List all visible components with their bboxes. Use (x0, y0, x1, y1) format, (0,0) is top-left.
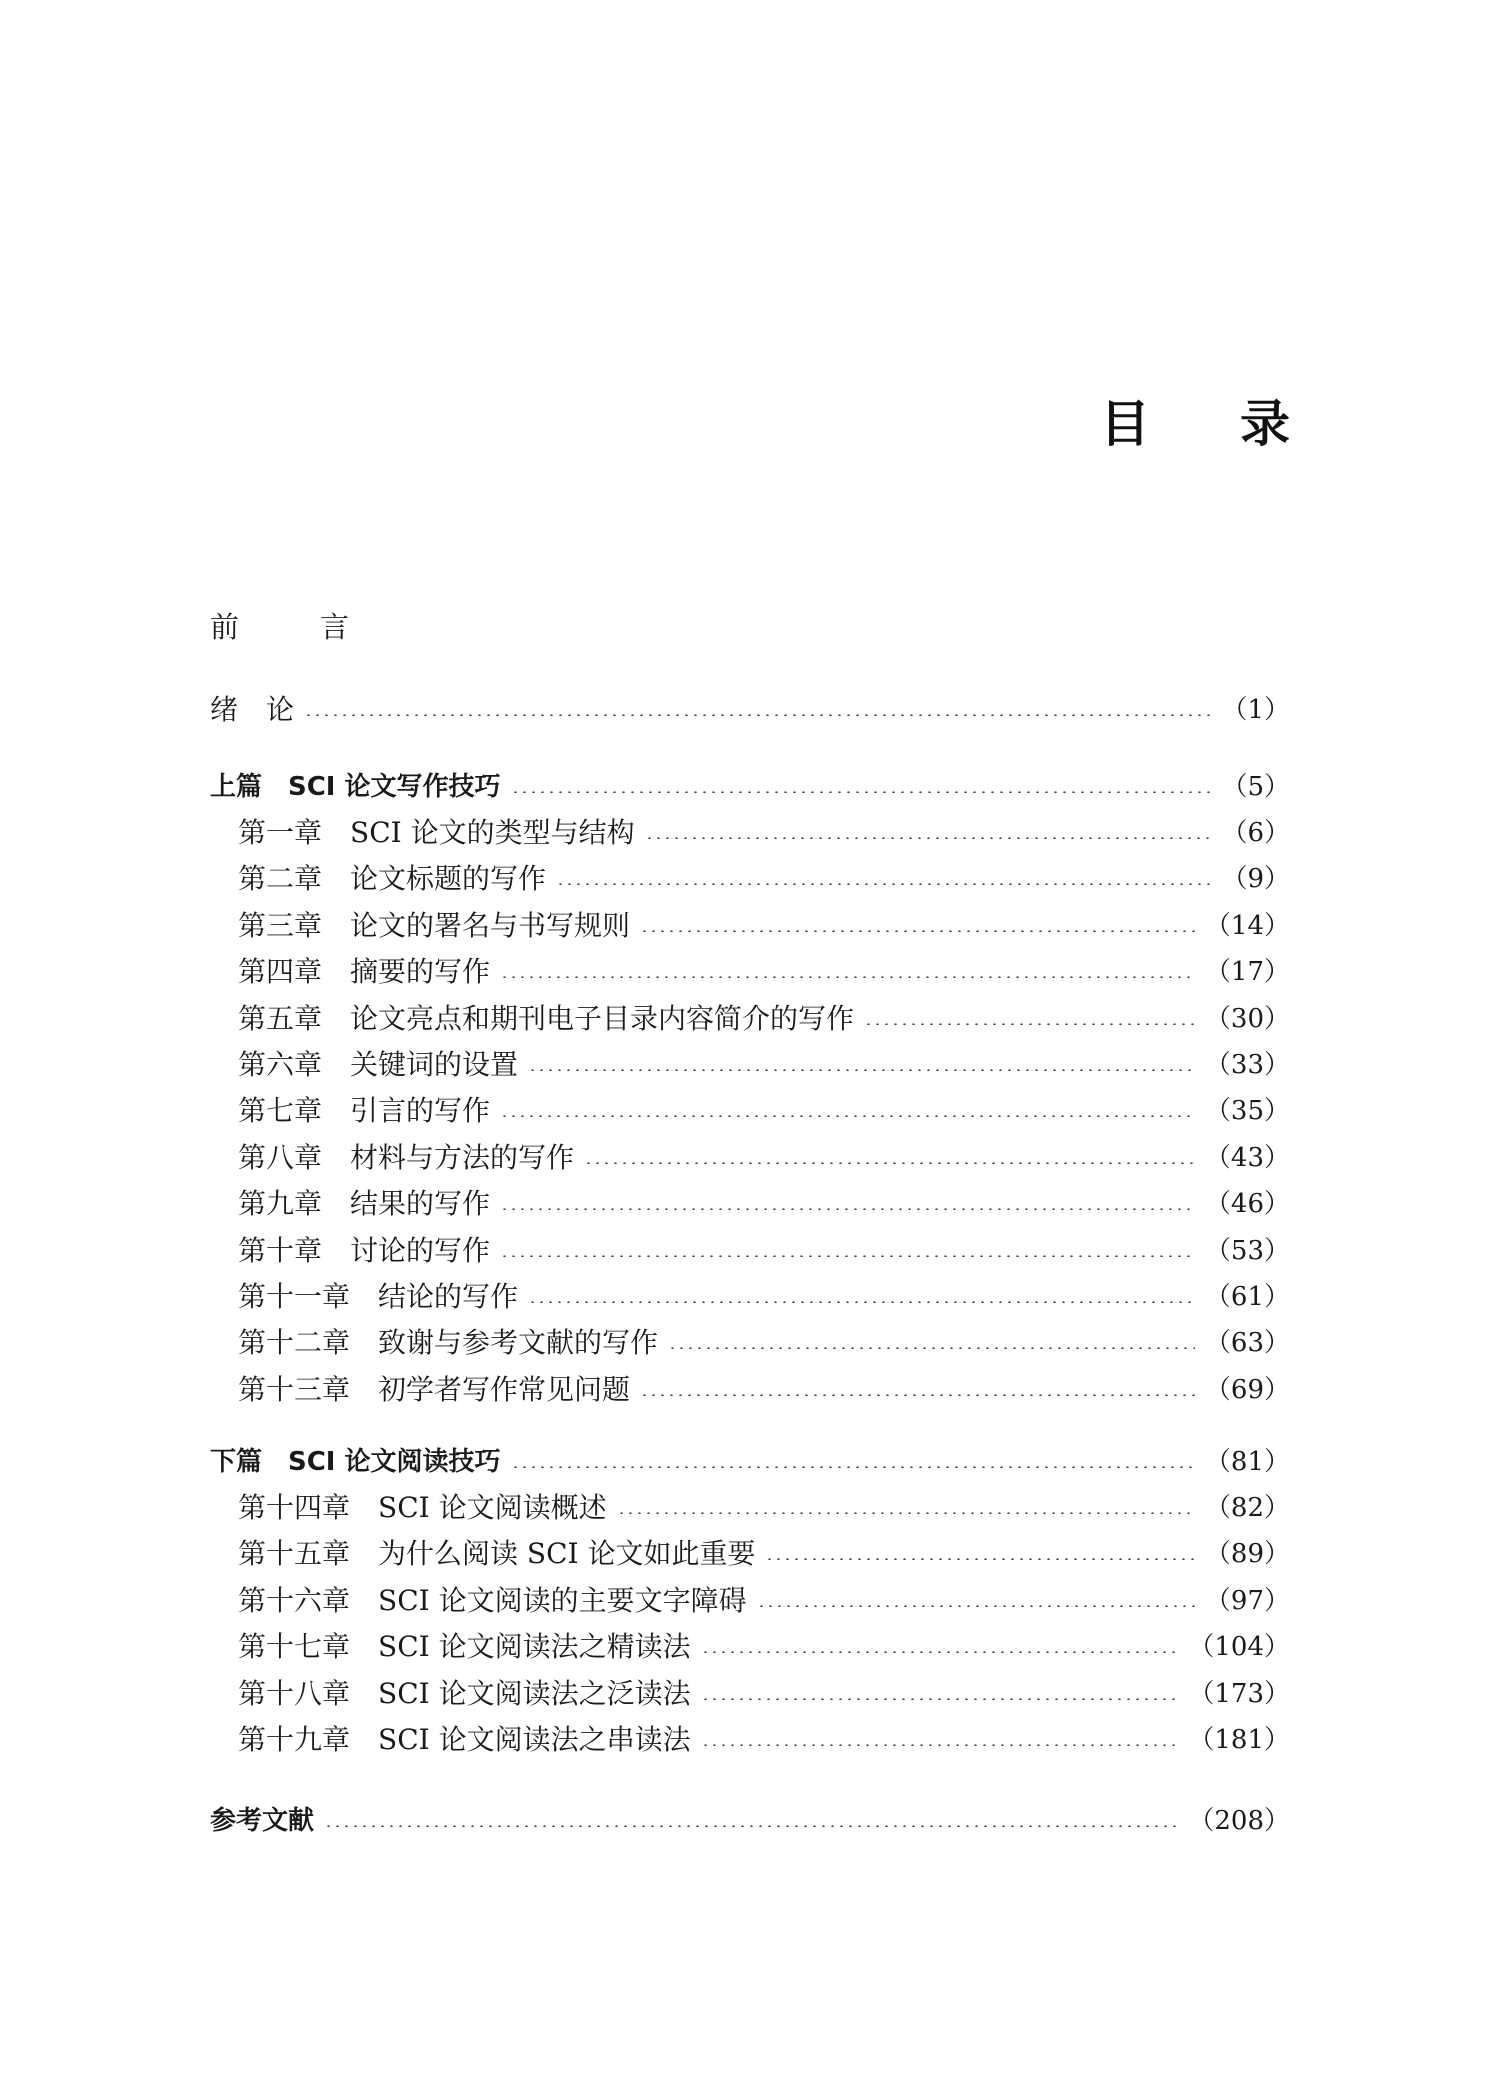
toc-page-number: （33） (1204, 1050, 1290, 1080)
dot-leader (500, 1255, 1195, 1257)
chapter-title: 初学者写作常见问题 (378, 1372, 631, 1406)
toc-entry-chapter[interactable] (238, 1045, 1290, 1085)
chapter-title: 摘要的写作 (350, 955, 491, 989)
toc-entry-part-1[interactable] (210, 767, 1290, 807)
toc-page-number: （61） (1204, 1282, 1290, 1312)
toc-page-number: （46） (1204, 1189, 1290, 1220)
chapter-title: 讨论的写作 (350, 1233, 491, 1267)
dot-leader (500, 976, 1195, 978)
toc-page-number: （69） (1204, 1374, 1290, 1405)
chapter-number: 第二章 (238, 862, 323, 896)
chapter-title: 为什么阅读 SCI 论文如此重要 (378, 1537, 756, 1571)
chapter-title: 关键词的设置 (350, 1048, 519, 1081)
toc-page-number: （97） (1204, 1585, 1290, 1616)
dot-leader (765, 1558, 1194, 1560)
toc-page-number: （6） (1221, 818, 1290, 848)
toc-entry-chapter[interactable] (238, 1674, 1290, 1714)
toc-entry-chapter[interactable] (238, 906, 1290, 946)
toc-page-number: （30） (1204, 1003, 1290, 1034)
toc-entry-chapter[interactable] (238, 1091, 1290, 1131)
toc-page-number: （35） (1204, 1096, 1290, 1127)
toc-entry-chapter[interactable] (238, 1720, 1290, 1760)
toc-page-number: （208） (1188, 1806, 1290, 1836)
toc-entry-label: 绪 论 (210, 693, 295, 726)
toc-page-number: （173） (1188, 1678, 1290, 1709)
chapter-number: 第三章 (238, 908, 323, 942)
chapter-title: SCI 论文阅读概述 (378, 1491, 607, 1524)
dot-leader (511, 791, 1212, 793)
toc-page-number: （89） (1204, 1539, 1290, 1570)
toc-page-number: （14） (1204, 910, 1290, 941)
dot-leader (304, 714, 1211, 716)
dot-leader (701, 1744, 1179, 1746)
dot-leader (701, 1698, 1179, 1700)
dot-leader (668, 1347, 1195, 1349)
chapter-number: 第十五章 (238, 1537, 351, 1571)
toc-entry-chapter[interactable] (238, 1277, 1290, 1317)
toc-entry-part-2[interactable] (210, 1442, 1290, 1482)
toc-page-number: （63） (1204, 1328, 1290, 1359)
toc-entry-chapter[interactable] (238, 1323, 1290, 1363)
chapter-number: 第十一章 (238, 1280, 351, 1313)
dot-leader (324, 1825, 1178, 1827)
toc-page-number: （9） (1221, 864, 1290, 895)
toc-entry-chapter[interactable] (238, 1534, 1290, 1574)
chapter-number: 第十四章 (238, 1491, 351, 1524)
chapter-number: 第十三章 (238, 1372, 351, 1406)
page-title (1100, 385, 1290, 455)
chapter-number: 第十八章 (238, 1676, 351, 1710)
toc-entry-chapter[interactable] (238, 952, 1290, 992)
chapter-number: 第六章 (238, 1048, 323, 1081)
chapter-number: 第十二章 (238, 1326, 351, 1360)
chapter-title: SCI 论文阅读法之精读法 (378, 1630, 691, 1664)
chapter-title: SCI 论文的类型与结构 (350, 816, 635, 849)
toc-page-number: （104） (1188, 1632, 1290, 1663)
page-title-char-1: 目 (1100, 395, 1150, 453)
toc-entry-chapter[interactable] (238, 1370, 1290, 1410)
chapter-title: 材料与方法的写作 (350, 1140, 575, 1174)
dot-leader (864, 1023, 1195, 1025)
toc-entry-chapter[interactable] (238, 1231, 1290, 1271)
toc-entry-chapter[interactable] (238, 1138, 1290, 1178)
toc-entry-chapter[interactable] (238, 1627, 1290, 1667)
chapter-title: 论文的署名与书写规则 (350, 908, 631, 942)
dot-leader (511, 1466, 1195, 1468)
toc-page-number: （81） (1204, 1447, 1290, 1477)
chapter-title: 论文亮点和期刊电子目录内容简介的写作 (350, 1001, 855, 1035)
dot-leader (640, 930, 1195, 932)
chapter-title: 引言的写作 (350, 1094, 491, 1128)
chapter-title: 结论的写作 (378, 1280, 519, 1313)
dot-leader (640, 1394, 1195, 1396)
toc-entry-references[interactable] (210, 1801, 1290, 1841)
dot-leader (528, 1301, 1195, 1303)
dot-leader (584, 1162, 1195, 1164)
toc-entry-chapter[interactable] (238, 1581, 1290, 1621)
chapter-title: 结果的写作 (350, 1187, 491, 1221)
chapter-title: SCI 论文阅读法之泛读法 (378, 1676, 691, 1710)
toc-entry-chapter[interactable] (238, 1184, 1290, 1224)
dot-leader (500, 1115, 1195, 1117)
dot-leader (645, 837, 1212, 839)
toc-part-label: 上篇 SCI 论文写作技巧 (210, 772, 501, 802)
chapter-number: 第十章 (238, 1233, 323, 1267)
page-title-char-2: 录 (1240, 395, 1290, 453)
chapter-number: 第五章 (238, 1001, 323, 1035)
chapter-number: 第十七章 (238, 1630, 351, 1664)
toc-entry-intro[interactable] (210, 690, 1290, 730)
chapter-title: SCI 论文阅读法之串读法 (378, 1723, 691, 1756)
dot-leader (757, 1605, 1195, 1607)
toc-entry-chapter[interactable] (238, 813, 1290, 853)
chapter-title: 致谢与参考文献的写作 (378, 1326, 659, 1360)
chapter-number: 第八章 (238, 1140, 323, 1174)
toc-page-number: （181） (1188, 1725, 1290, 1755)
toc-page-number: （17） (1204, 957, 1290, 988)
chapter-title: 论文标题的写作 (350, 862, 547, 896)
toc-page-number: （43） (1204, 1142, 1290, 1173)
toc-page-number: （1） (1221, 695, 1290, 725)
chapter-number: 第九章 (238, 1187, 323, 1221)
toc-page-number: （53） (1204, 1235, 1290, 1266)
chapter-number: 第十六章 (238, 1583, 351, 1617)
toc-part-label: 下篇 SCI 论文阅读技巧 (210, 1447, 501, 1477)
dot-leader (701, 1651, 1179, 1653)
dot-leader (528, 1069, 1195, 1071)
chapter-number: 第四章 (238, 955, 323, 989)
toc-entry-chapter[interactable] (238, 999, 1290, 1039)
chapter-number: 第七章 (238, 1094, 323, 1128)
toc-references-label: 参考文献 (210, 1806, 315, 1836)
dot-leader (556, 883, 1211, 885)
toc-entry-chapter[interactable] (238, 1488, 1290, 1528)
toc-entry-chapter[interactable] (238, 859, 1290, 899)
toc-page-number: （5） (1221, 772, 1290, 802)
chapter-number: 第十九章 (238, 1723, 351, 1756)
chapter-title: SCI 论文阅读的主要文字障碍 (378, 1583, 747, 1617)
dot-leader (500, 1208, 1195, 1210)
chapter-number: 第一章 (238, 816, 323, 849)
toc-page-number: （82） (1204, 1493, 1290, 1523)
dot-leader (617, 1512, 1195, 1514)
toc-preface[interactable]: 前 言 (210, 610, 376, 644)
